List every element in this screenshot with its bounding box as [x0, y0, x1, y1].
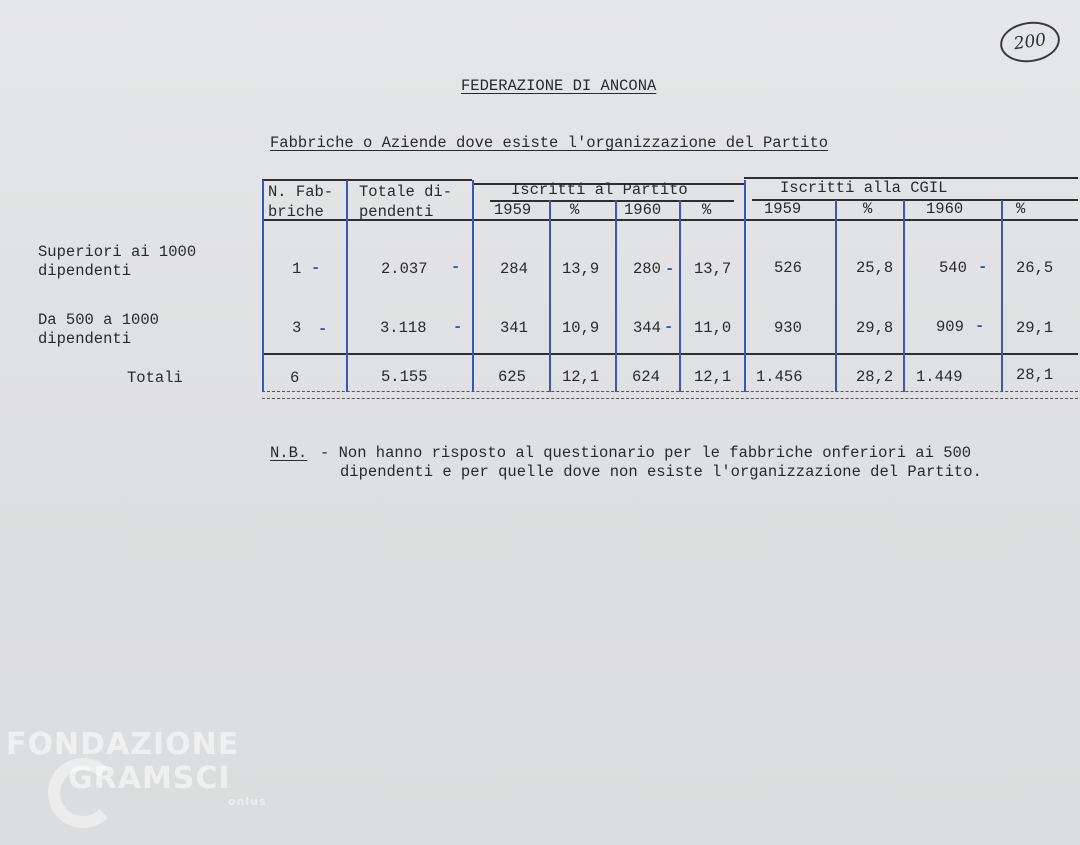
document-subtitle: Fabbriche o Aziende dove esiste l'organizzazione del Partito [270, 134, 829, 152]
row-label: Da 500 a 1000 [38, 311, 159, 329]
totals-cell: 12,1 [562, 368, 600, 386]
totals-cell: 1.456 [756, 368, 803, 386]
table-cell: 3.118 [380, 319, 427, 337]
table-border [903, 200, 905, 392]
table-cell: 13,9 [562, 260, 600, 278]
pen-mark: - [453, 318, 463, 336]
row-label: Superiori ai 1000 [38, 243, 197, 261]
totals-cell: 5.155 [381, 368, 428, 386]
table-border [615, 200, 617, 392]
table-cell: 29,1 [1016, 319, 1054, 337]
pen-mark: - [318, 320, 328, 338]
header-partito-1959: 1959 [494, 201, 532, 219]
table-cell: 11,0 [694, 319, 732, 337]
pen-mark: - [665, 260, 675, 278]
totals-cell: 28,2 [856, 368, 894, 386]
table-cell: 526 [774, 259, 802, 277]
header-cgil-1960-pct: % [1016, 200, 1026, 218]
table-cell: 13,7 [694, 260, 732, 278]
note-line: - Non hanno risposto al questionario per le fabbriche onferiori ai 500 [320, 444, 972, 462]
header-totale: pendenti [359, 203, 434, 221]
page-number-stamp [998, 18, 1063, 66]
document-title: FEDERAZIONE DI ANCONA [461, 77, 657, 95]
header-fabbriche: N. Fab- [268, 183, 334, 201]
header-fabbriche: briche [268, 203, 324, 221]
pen-mark: - [451, 258, 461, 276]
table-cell: 1 [292, 260, 302, 278]
header-cgil-1960: 1960 [926, 200, 964, 218]
note-line: dipendenti e per quelle dove non esiste l'organizzazione del Partito. [340, 463, 982, 481]
note-label: N.B. [270, 444, 308, 462]
pen-mark: - [978, 258, 988, 276]
table-rule [262, 179, 472, 181]
totals-cell: 12,1 [694, 368, 732, 386]
table-cell: 344 [633, 319, 661, 337]
table-border [262, 180, 264, 392]
watermark-text: onlus [228, 795, 267, 808]
table-cell: 341 [500, 319, 528, 337]
header-partito-1960-pct: % [702, 201, 712, 219]
page-number: 200 [1012, 29, 1048, 55]
totals-cell: 6 [290, 369, 300, 387]
watermark-text: GRAMSCI [68, 761, 231, 796]
totals-cell: 1.449 [916, 368, 963, 386]
table-border [744, 180, 746, 392]
table-cell: 284 [500, 260, 528, 278]
table-cell: 25,8 [856, 259, 894, 277]
header-iscritti-partito: Iscritti al Partito [511, 181, 688, 199]
table-cell: 2.037 [381, 260, 428, 278]
table-cell: 26,5 [1016, 259, 1054, 277]
table-cell: 10,9 [562, 319, 600, 337]
pen-mark: - [311, 259, 321, 277]
totals-cell: 28,1 [1016, 366, 1054, 384]
table-border [1001, 200, 1003, 392]
table-border [835, 200, 837, 392]
header-partito-1959-pct: % [570, 201, 580, 219]
table-border [549, 200, 551, 392]
table-cell: 3 [292, 319, 302, 337]
watermark-text: FONDAZIONE [6, 727, 240, 762]
totals-cell: 625 [498, 368, 526, 386]
table-border [679, 200, 681, 392]
pen-mark: - [664, 318, 674, 336]
pen-mark: - [975, 317, 985, 335]
row-label: dipendenti [38, 330, 132, 348]
table-cell: 909 [936, 318, 964, 336]
header-iscritti-cgil: Iscritti alla CGIL [780, 179, 948, 197]
table-double-rule [262, 391, 1078, 399]
table-border [346, 180, 348, 392]
watermark-g-shape [48, 758, 118, 828]
totals-cell: 624 [632, 368, 660, 386]
table-cell: 540 [939, 259, 967, 277]
watermark-logo [6, 728, 267, 808]
table-border [472, 180, 474, 392]
table-rule [262, 353, 1078, 355]
header-cgil-1959: 1959 [764, 200, 802, 218]
row-label: dipendenti [38, 262, 132, 280]
table-cell: 280 [633, 260, 661, 278]
table-cell: 930 [774, 319, 802, 337]
header-partito-1960: 1960 [624, 201, 662, 219]
totals-label: Totali [127, 369, 183, 387]
header-totale: Totale di- [359, 183, 453, 201]
header-cgil-1959-pct: % [863, 200, 873, 218]
table-cell: 29,8 [856, 319, 894, 337]
